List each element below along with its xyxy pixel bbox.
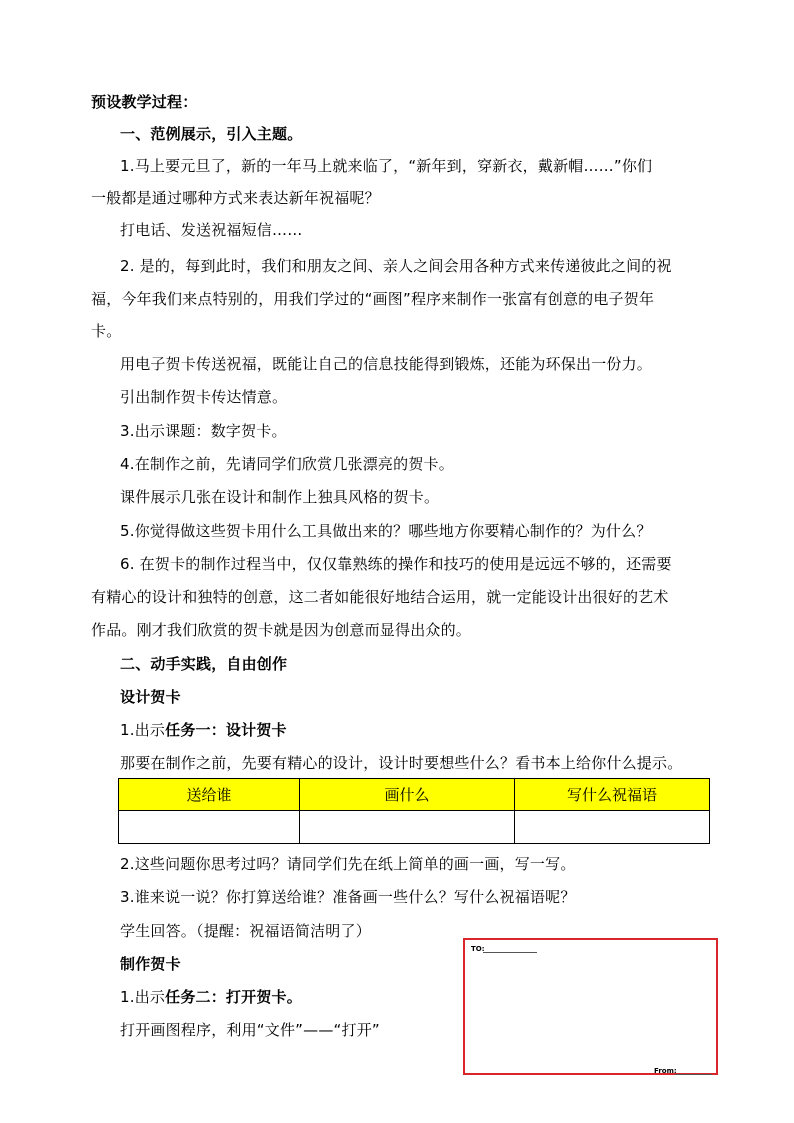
question-3: 3.谁来说一说？你打算送给谁？准备画一些什么？写什么祝福语呢？ — [120, 888, 576, 906]
task-1-prefix: 1.出示 — [120, 721, 166, 739]
paragraph-6-line-2: 有精心的设计和独特的创意，这二者如能很好地结合运用，就一定能设计出很好的艺术 — [91, 588, 669, 606]
paragraph-2-line-2: 福，今年我们来点特别的，用我们学过的“画图”程序来制作一张富有创意的电子贺年 — [91, 290, 655, 308]
paragraph-6-line-3: 作品。刚才我们欣赏的贺卡就是因为创意而显得出众的。 — [91, 621, 472, 639]
table-row — [119, 811, 710, 844]
card-to-line — [483, 952, 537, 953]
paragraph-5: 5.你觉得做这些贺卡用什么工具做出来的？哪些地方你要精心制作的？为什么？ — [120, 522, 652, 540]
card-from-line — [675, 1074, 712, 1075]
table-cell-recipient[interactable] — [119, 811, 300, 844]
paragraph-1-answer: 打电话、发送祝福短信…… — [120, 221, 303, 239]
task-1-line — [120, 720, 287, 740]
table-header-row — [119, 779, 710, 811]
question-2: 2.这些问题你思考过吗？请同学们先在纸上简单的画一画，写一写。 — [120, 855, 576, 873]
paragraph-1-line-2: 一般都是通过哪种方式来表达新年祝福呢？ — [91, 189, 380, 207]
paragraph-6-line-1: 6. 在贺卡的制作过程当中，仅仅靠熟练的操作和技巧的使用是远远不够的，还需要 — [120, 555, 672, 573]
subheading-make: 制作贺卡 — [120, 955, 181, 973]
section-1-title: 一、范例展示，引入主题。 — [120, 125, 303, 143]
table-header-drawing: 画什么 — [300, 779, 515, 811]
heading: 预设教学过程： — [91, 93, 198, 111]
subheading-design: 设计贺卡 — [120, 688, 181, 706]
paragraph-1-line-1: 1.马上要元旦了，新的一年马上就来临了，“新年到，穿新衣，戴新帽……”你们 — [120, 157, 653, 175]
paragraph-2-line-3: 卡。 — [91, 322, 122, 340]
task-1-title: 任务一：设计贺卡 — [165, 721, 287, 739]
paragraph-2-note: 用电子贺卡传送祝福，既能让自己的信息技能得到锻炼，还能为环保出一份力。 — [120, 355, 653, 373]
card-to-label: TO: — [471, 945, 485, 953]
task-2-line — [120, 987, 302, 1007]
card-from-label: From: — [654, 1067, 677, 1075]
table-header-greeting: 写什么祝福语 — [515, 779, 710, 811]
greeting-card-template — [463, 938, 718, 1075]
paragraph-3: 3.出示课题：数字贺卡。 — [120, 422, 287, 440]
paragraph-2-line-1: 2. 是的，每到此时，我们和朋友之间、亲人之间会用各种方式来传递彼此之间的祝 — [120, 257, 672, 275]
table-header-recipient: 送给谁 — [119, 779, 300, 811]
task-1-description: 那要在制作之前，先要有精心的设计，设计时要想些什么？看书本上给你什么提示。 — [120, 754, 683, 772]
paragraph-4: 4.在制作之前，先请同学们欣赏几张漂亮的贺卡。 — [120, 455, 454, 473]
task-2-description: 打开画图程序，利用“文件”——“打开” — [120, 1021, 380, 1039]
student-answer-note: 学生回答。（提醒：祝福语简洁明了） — [120, 922, 371, 940]
task-2-prefix: 1.出示 — [120, 988, 166, 1006]
paragraph-2-lead: 引出制作贺卡传达情意。 — [120, 388, 288, 406]
paragraph-4-note: 课件展示几张在设计和制作上独具风格的贺卡。 — [120, 488, 440, 506]
table-cell-drawing[interactable] — [300, 811, 515, 844]
task-2-title: 任务二：打开贺卡。 — [165, 988, 302, 1006]
section-2-title: 二、动手实践，自由创作 — [120, 655, 288, 673]
table-cell-greeting[interactable] — [515, 811, 710, 844]
design-prompt-table — [118, 778, 710, 844]
